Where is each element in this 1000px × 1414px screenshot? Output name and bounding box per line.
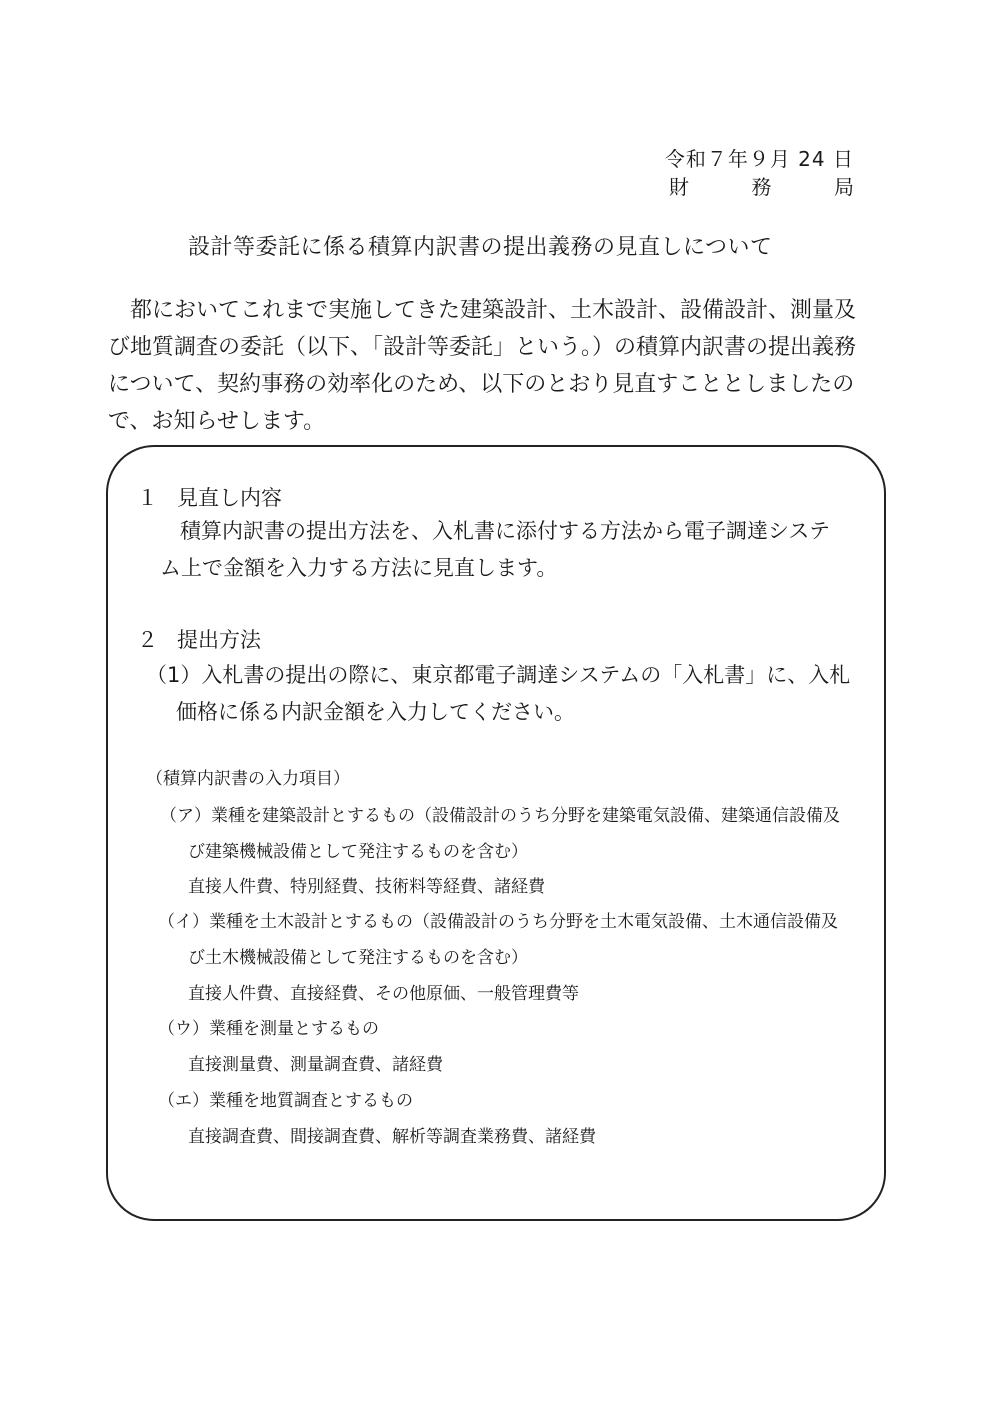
item-category-a-costs: 直接人件費、特別経費、技術料等経費、諸経費	[188, 877, 545, 897]
intro-line: び地質調査の委託（以下、「設計等委託」という。）の積算内訳書の提出義務	[108, 335, 857, 360]
item-category-e: （エ）業種を地質調査とするもの	[158, 1091, 413, 1111]
section-1-line: 積算内訳書の提出方法を、入札書に添付する方法から電子調達システ	[180, 519, 830, 543]
section-2-heading	[137, 625, 261, 655]
section-1-line: ム上で金額を入力する方法に見直します。	[160, 556, 558, 580]
section-2-body-line	[146, 657, 850, 694]
item-category-i-costs: 直接人件費、直接経費、その他原価、一般管理費等	[188, 984, 579, 1004]
item-category-u-costs: 直接測量費、測量調査費、諸経費	[188, 1055, 443, 1075]
item-category-e-costs: 直接調査費、間接調査費、解析等調査業務費、諸経費	[188, 1127, 596, 1147]
section-2-number: ２	[137, 628, 158, 652]
section-1-body-line	[180, 513, 830, 550]
section-1-title: 見直し内容	[177, 486, 282, 510]
intro-line: 都においてこれまで実施してきた建築設計、土木設計、設備設計、測量及	[130, 298, 857, 323]
issue-date: 令和７年９月 24 日	[664, 147, 854, 171]
intro-paragraph	[108, 292, 868, 440]
issuing-organization: 財 務 局	[669, 175, 854, 199]
intro-line: について、契約事務の効率化のため、以下のとおり見直すこととしましたの	[108, 372, 855, 397]
document-title: 設計等委託に係る積算内訳書の提出義務の見直しについて	[188, 235, 773, 260]
intro-line: で、お知らせします。	[108, 409, 326, 434]
section-2-line: （1）入札書の提出の際に、東京都電子調達システムの「入札書」に、入札	[146, 663, 851, 687]
item-category-i-cont: び土木機械設備として発注するものを含む）	[188, 948, 528, 968]
section-2-title: 提出方法	[177, 628, 261, 652]
item-category-a: （ア）業種を建築設計とするもの（設備設計のうち分野を建築電気設備、建築通信設備及	[160, 806, 840, 826]
item-category-u: （ウ）業種を測量とするもの	[158, 1019, 379, 1039]
section-1-heading	[137, 483, 282, 513]
section-1-number: １	[137, 486, 158, 510]
section-2-body-line	[176, 694, 575, 731]
item-category-a-cont: び建築機械設備として発注するものを含む）	[188, 842, 528, 862]
input-items-heading: （積算内訳書の入力項目）	[146, 769, 350, 789]
section-1-body-line	[160, 550, 557, 587]
section-2-line: 価格に係る内訳金額を入力してください。	[176, 700, 575, 724]
item-category-i: （イ）業種を土木設計とするもの（設備設計のうち分野を土木電気設備、土木通信設備及	[158, 912, 838, 932]
